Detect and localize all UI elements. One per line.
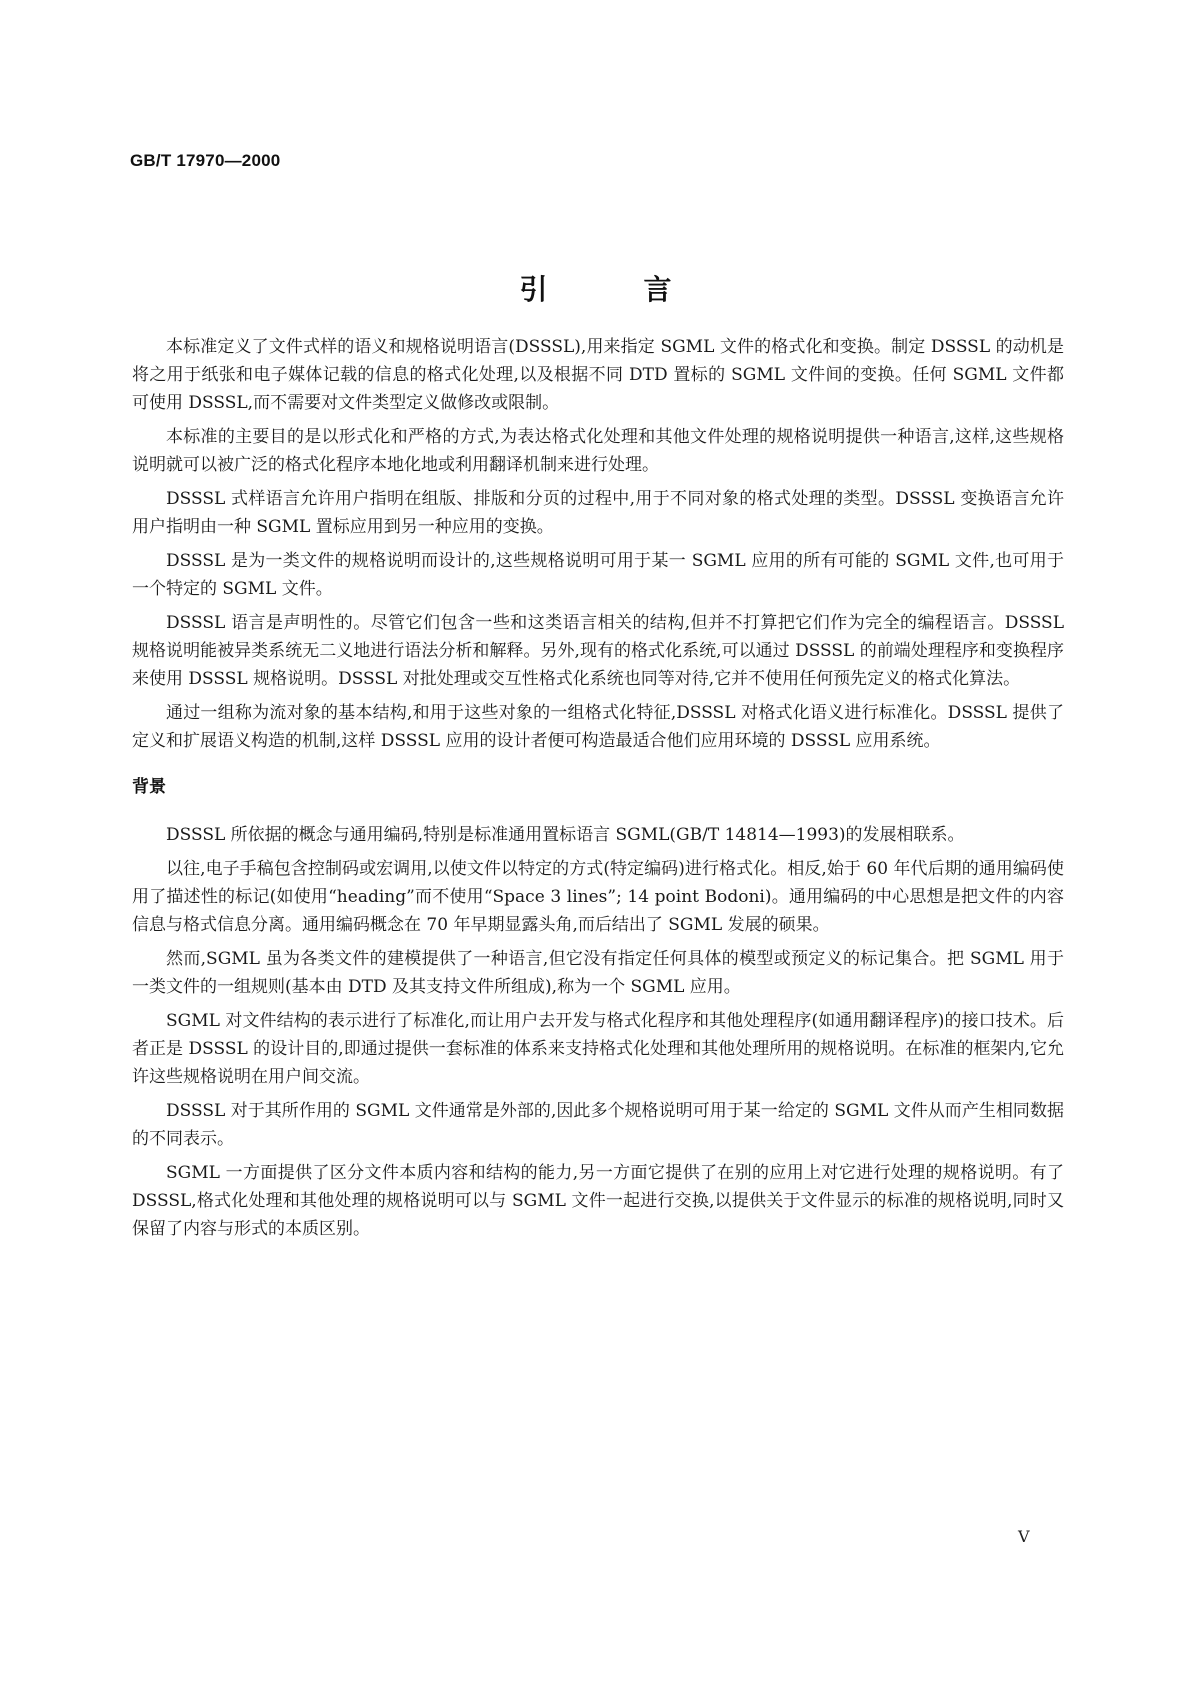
section-heading-background: 背景 <box>132 777 166 797</box>
background-paragraph: SGML 对文件结构的表示进行了标准化,而让用户去开发与格式化程序和其他处理程序(如通用翻译程序)的接口技术。后者正是 DSSSL 的设计目的,即通过提供一套标准的体系来支持格式化处理和其他处理所用的规格说明。在标准的框架内,它允许这些规格说明在用户间交流。 <box>132 1011 1064 1087</box>
background-paragraph: DSSSL 对于其所作用的 SGML 文件通常是外部的,因此多个规格说明可用于某一给定的 SGML 文件从而产生相同数据的不同表示。 <box>132 1101 1064 1149</box>
background-paragraph: 然而,SGML 虽为各类文件的建模提供了一种语言,但它没有指定任何具体的模型或预定义的标记集合。把 SGML 用于一类文件的一组规则(基本由 DTD 及其支持文件所组成),称为一个 SGML 应用。 <box>132 949 1064 997</box>
page-title <box>0 268 1191 308</box>
intro-paragraph: DSSSL 是为一类文件的规格说明而设计的,这些规格说明可用于某一 SGML 应用的所有可能的 SGML 文件,也可用于一个特定的 SGML 文件。 <box>132 551 1064 599</box>
background-paragraph: SGML 一方面提供了区分文件本质内容和结构的能力,另一方面它提供了在别的应用上对它进行处理的规格说明。有了 DSSSL,格式化处理和其他处理的规格说明可以与 SGML 文件一起进行交换,以提供关于文件显示的标准的规格说明,同时又保留了内容与形式的本质区别。 <box>132 1163 1064 1239</box>
page-number: V <box>1018 1527 1030 1546</box>
title-char-1: 引 <box>519 273 548 306</box>
intro-paragraph: 本标准定义了文件式样的语义和规格说明语言(DSSSL),用来指定 SGML 文件的格式化和变换。制定 DSSSL 的动机是将之用于纸张和电子媒体记载的信息的格式化处理,以及根据不同 DTD 置标的 SGML 文件间的变换。任何 SGML 文件都可使用 DSSSL,而不需要对文件类型定义做修改或限制。 <box>132 337 1064 413</box>
intro-paragraph: 通过一组称为流对象的基本结构,和用于这些对象的一组格式化特征,DSSSL 对格式化语义进行标准化。DSSSL 提供了定义和扩展语义构造的机制,这样 DSSSL 应用的设计者便可构造最适合他们应用环境的 DSSSL 应用系统。 <box>132 703 1064 751</box>
title-char-2: 言 <box>643 273 672 306</box>
intro-paragraph: 本标准的主要目的是以形式化和严格的方式,为表达格式化处理和其他文件处理的规格说明提供一种语言,这样,这些规格说明就可以被广泛的格式化程序本地化地或利用翻译机制来进行处理。 <box>132 427 1064 475</box>
background-paragraph: DSSSL 所依据的概念与通用编码,特别是标准通用置标语言 SGML(GB/T 14814—1993)的发展相联系。 <box>166 825 965 845</box>
document-body <box>132 333 1064 1243</box>
intro-paragraph: DSSSL 语言是声明性的。尽管它们包含一些和这类语言相关的结构,但并不打算把它们作为完全的编程语言。DSSSL 规格说明能被异类系统无二义地进行语法分析和解释。另外,现有的格式化系统,可以通过 DSSSL 的前端处理程序和变换程序来使用 DSSSL 规格说明。DSSSL 对批处理或交互性格式化系统也同等对待,它并不使用任何预先定义的格式化算法。 <box>132 613 1064 689</box>
standard-number: GB/T 17970—2000 <box>130 151 281 170</box>
background-paragraph: 以往,电子手稿包含控制码或宏调用,以使文件以特定的方式(特定编码)进行格式化。相反,始于 60 年代后期的通用编码使用了描述性的标记(如使用“heading”而不使用“Space 3 lines”; 14 point Bodoni)。通用编码的中心思想是把文件的内容信息与格式信息分离。通用编码概念在 70 年早期显露头角,而后结出了 SGML 发展的硕果。 <box>132 859 1064 935</box>
intro-paragraph: DSSSL 式样语言允许用户指明在组版、排版和分页的过程中,用于不同对象的格式处理的类型。DSSSL 变换语言允许用户指明由一种 SGML 置标应用到另一种应用的变换。 <box>132 489 1064 537</box>
